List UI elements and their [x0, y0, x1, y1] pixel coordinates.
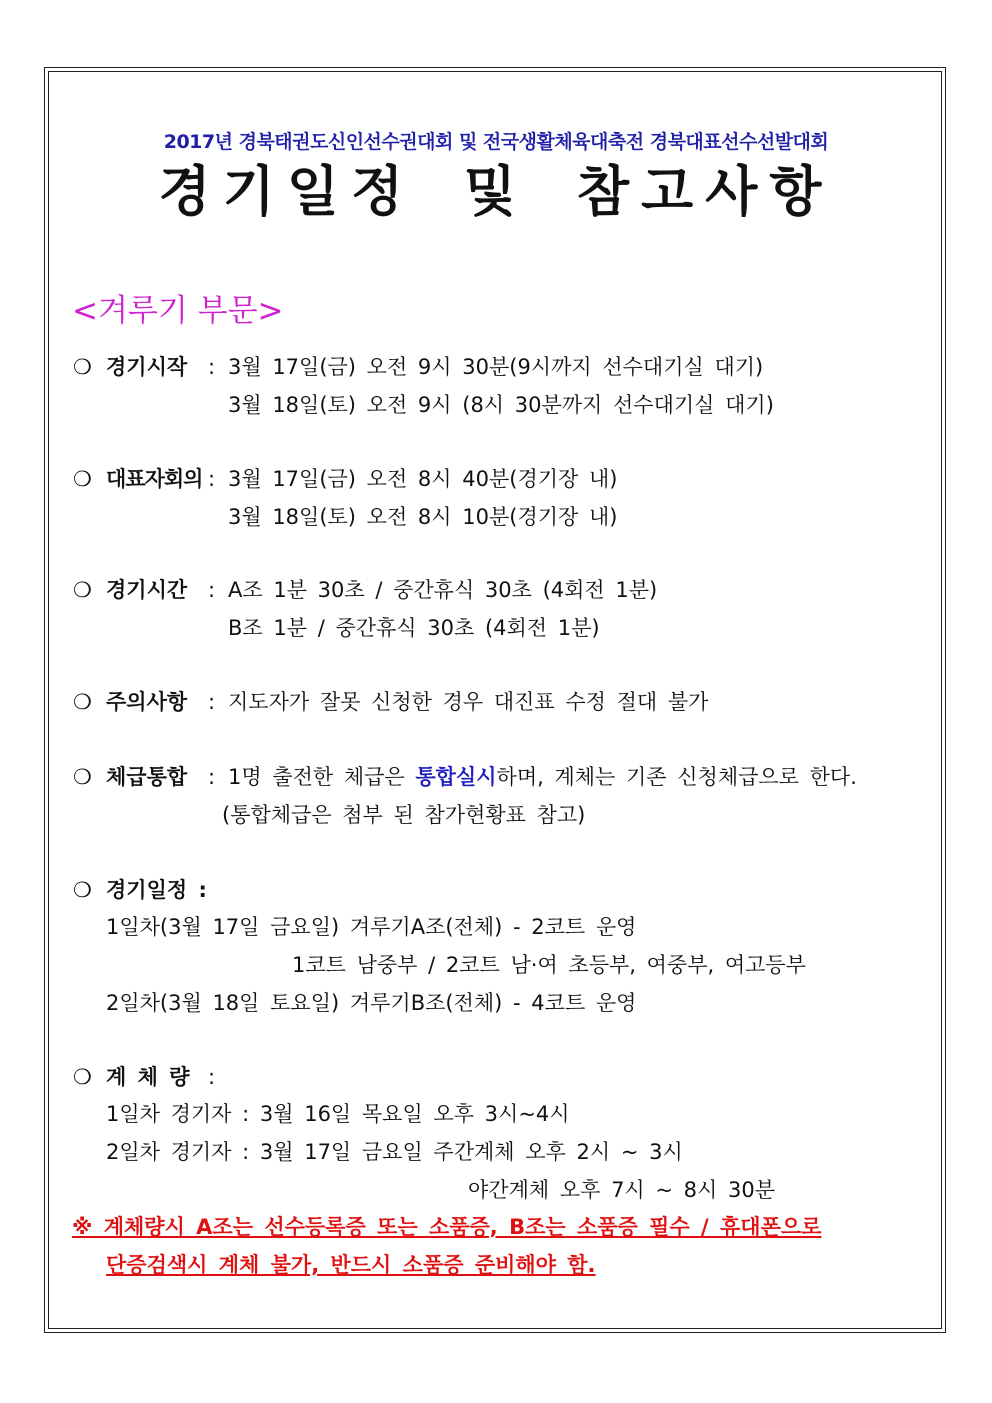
bullet-icon: ❍	[73, 355, 92, 379]
bullet-icon: ❍	[73, 765, 92, 789]
start-line-2: 3월 18일(토) 오전 9시 (8시 30분까지 선수대기실 대기)	[228, 393, 774, 417]
merge-text-pre: 1명 출전한 체급은	[228, 765, 416, 789]
bullet-icon: ❍	[73, 878, 92, 902]
merge-highlight: 통합실시	[415, 765, 497, 789]
schedule-line-2: 1코트 남중부 / 2코트 남·여 초등부, 여중부, 여고등부	[292, 953, 806, 977]
weighin-line-2: 2일차 경기자 : 3월 17일 금요일 주간계체 오후 2시 ~ 3시	[106, 1140, 683, 1164]
merge-label: 체급통합	[106, 765, 188, 789]
notice-line-1: 지도자가 잘못 신청한 경우 대진표 수정 절대 불가	[228, 690, 709, 714]
merge-line-1	[228, 767, 857, 788]
bullet-icon: ❍	[73, 1065, 92, 1089]
warning-line-2: 단증검색시 계체 불가, 반드시 소품증 준비해야 함.	[106, 1253, 596, 1277]
merge-sep: :	[208, 765, 216, 789]
weighin-line-3: 야간계체 오후 7시 ~ 8시 30분	[468, 1178, 775, 1202]
duration-sep: :	[208, 578, 216, 602]
duration-label: 경기시간	[106, 578, 188, 602]
merge-line-2: (통합체급은 첨부 된 참가현황표 참고)	[222, 803, 586, 827]
section-title: <겨루기 부문>	[72, 293, 284, 329]
schedule-label: 경기일정 :	[106, 878, 207, 902]
notice-sep: :	[208, 690, 216, 714]
bullet-icon: ❍	[73, 690, 92, 714]
bullet-icon: ❍	[73, 467, 92, 491]
start-line-1: 3월 17일(금) 오전 9시 30분(9시까지 선수대기실 대기)	[228, 355, 764, 379]
meeting-line-2: 3월 18일(토) 오전 8시 10분(경기장 내)	[228, 505, 618, 529]
merge-text-post: 하며, 계체는 기존 신청체급으로 한다.	[496, 765, 857, 789]
start-label: 경기시작	[106, 355, 188, 379]
event-subtitle: 2017년 경북태권도신인선수권대회 및 전국생활체육대축전 경북대표선수선발대회	[163, 131, 829, 153]
meeting-sep: :	[208, 467, 216, 491]
duration-line-1: A조 1분 30초 / 중간휴식 30초 (4회전 1분)	[228, 578, 658, 602]
schedule-line-3: 2일차(3월 18일 토요일) 겨루기B조(전체) - 4코트 운영	[106, 991, 637, 1015]
duration-line-2: B조 1분 / 중간휴식 30초 (4회전 1분)	[228, 616, 600, 640]
start-sep: :	[208, 355, 216, 379]
bullet-icon: ❍	[73, 578, 92, 602]
warning-line-1: ※ 계체량시 A조는 선수등록증 또는 소품증, B조는 소품증 필수 / 휴대폰으로	[72, 1215, 822, 1239]
weighin-label: 계 체 량	[106, 1065, 190, 1089]
weighin-sep: :	[208, 1065, 216, 1089]
meeting-label: 대표자회의	[106, 467, 203, 491]
schedule-line-1: 1일차(3월 17일 금요일) 겨루기A조(전체) - 2코트 운영	[106, 915, 637, 939]
notice-label: 주의사항	[106, 690, 188, 714]
meeting-line-1: 3월 17일(금) 오전 8시 40분(경기장 내)	[228, 467, 618, 491]
page-title: 경기일정 및 참고사항	[158, 160, 834, 223]
weighin-line-1: 1일차 경기자 : 3월 16일 목요일 오후 3시~4시	[106, 1102, 570, 1126]
